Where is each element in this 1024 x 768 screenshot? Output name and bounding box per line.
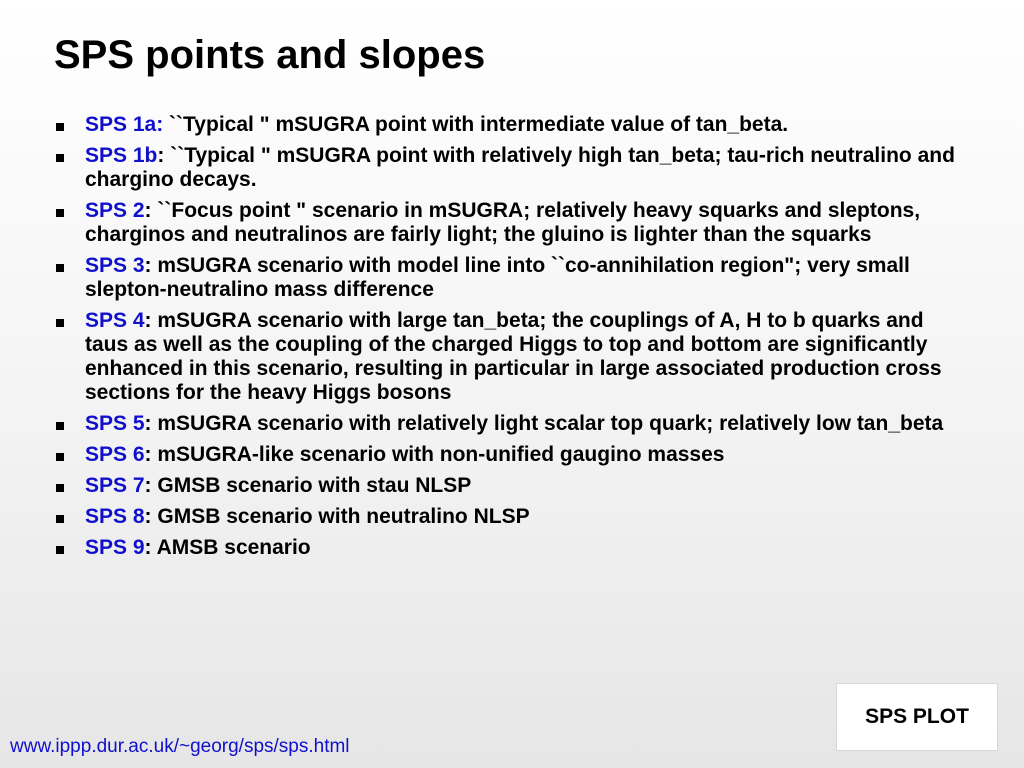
square-bullet-icon	[56, 546, 64, 554]
square-bullet-icon	[56, 209, 64, 217]
square-bullet-icon	[56, 154, 64, 162]
list-item	[56, 199, 956, 247]
list-item	[56, 412, 956, 436]
sps-point-description: : AMSB scenario	[144, 536, 311, 559]
sps-point-description: : GMSB scenario with stau NLSP	[144, 474, 472, 497]
list-item	[56, 474, 956, 498]
sps-point-label: SPS 2	[85, 199, 145, 222]
list-item	[56, 254, 956, 302]
square-bullet-icon	[56, 484, 64, 492]
square-bullet-icon	[56, 319, 64, 327]
list-item	[56, 443, 956, 467]
slide-title: SPS points and slopes	[54, 33, 486, 77]
list-item	[56, 113, 956, 137]
square-bullet-icon	[56, 264, 64, 272]
list-item	[56, 309, 956, 405]
list-item	[56, 505, 956, 529]
sps-point-description: ``Typical " mSUGRA point with intermediate value of tan_beta.	[163, 113, 789, 136]
sps-point-label: SPS 4	[85, 309, 145, 332]
footer-url-link[interactable]: www.ippp.dur.ac.uk/~georg/sps/sps.html	[10, 736, 350, 757]
sps-point-label: SPS 6	[85, 443, 145, 466]
square-bullet-icon	[56, 515, 64, 523]
square-bullet-icon	[56, 422, 64, 430]
sps-point-description: : ``Typical " mSUGRA point with relatively high tan_beta; tau-rich neutralino and chargino decays.	[85, 144, 955, 191]
sps-point-description: : ``Focus point " scenario in mSUGRA; relatively heavy squarks and sleptons, charginos and neutralinos are fairly light; the gluino is lighter than the squarks	[85, 199, 921, 246]
sps-point-label: SPS 3	[85, 254, 145, 277]
sps-point-label: SPS 8	[85, 505, 145, 528]
sps-point-description: : mSUGRA scenario with model line into ``co-annihilation region"; very small slepton-neutralino mass difference	[85, 254, 910, 301]
sps-point-label: SPS 1a:	[85, 113, 164, 136]
list-item	[56, 144, 956, 192]
square-bullet-icon	[56, 123, 64, 131]
sps-plot-button[interactable]: SPS PLOT	[836, 683, 998, 751]
square-bullet-icon	[56, 453, 64, 461]
sps-points-list	[56, 113, 956, 567]
sps-point-description: : mSUGRA scenario with large tan_beta; the couplings of A, H to b quarks and taus as well as the coupling of the charged Higgs to top and bottom are significantly enhanced in this scenario, resulting in particular in large associated production cross sections for the heavy Higgs bosons	[85, 309, 942, 404]
sps-point-label: SPS 5	[85, 412, 145, 435]
sps-point-label: SPS 9	[85, 536, 145, 559]
sps-point-description: : mSUGRA scenario with relatively light scalar top quark; relatively low tan_beta	[144, 412, 944, 435]
sps-point-description: : GMSB scenario with neutralino NLSP	[144, 505, 530, 528]
sps-point-description: : mSUGRA-like scenario with non-unified gaugino masses	[144, 443, 725, 466]
sps-point-label: SPS 7	[85, 474, 145, 497]
sps-point-label: SPS 1b	[85, 144, 158, 167]
list-item	[56, 536, 956, 560]
